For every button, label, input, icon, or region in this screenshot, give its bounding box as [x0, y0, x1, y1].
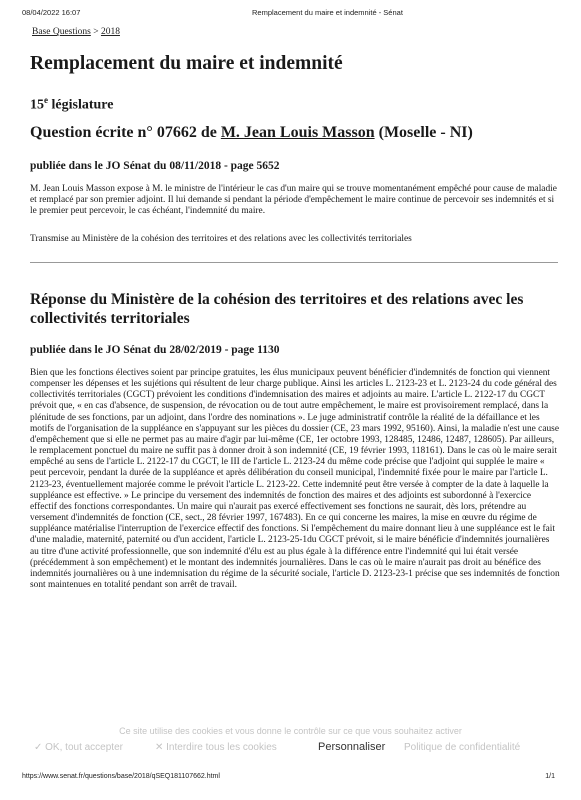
breadcrumb-year[interactable]: 2018 [100, 27, 120, 37]
breadcrumb-separator: > [90, 27, 101, 37]
breadcrumb-base-questions[interactable]: Base Questions [32, 27, 91, 37]
privacy-policy-link[interactable]: Politique de confidentialité [404, 742, 521, 753]
print-page-title: Remplacement du maire et indemnité - Sénat [252, 8, 403, 17]
legislature-label: législature [48, 97, 114, 113]
legislature-number: 15 [30, 97, 44, 113]
section-divider [30, 262, 558, 263]
legislature-suffix: e [44, 95, 48, 105]
author-link[interactable]: M. Jean Louis Masson [220, 124, 375, 141]
answer-text: Bien que les fonctions électives soient par principe gratuites, les élus municipaux peuvent bénéficier d'indemnités de fonction qui viennent compenser les dépenses et les sujétions qui résultent de leur charge publique. Ainsi les articles L. 2123-23 et L. 2123-24 du code général des collectivités territoriales (CGCT) prévoient les conditions d'indemnisation des maires et adjoints au maire. L'article L. 2122-17 du CGCT prévoit que, « en cas d'absence, de suspension, de révocation ou de tout autre empêchement, le maire est provisoirement remplacé, dans la plénitude de ses fonctions, par un adjoint, dans l'ordre des nominations ». Le juge administratif contrôle la réalité de la défaillance et les motifs de l'organisation de la suppléance en s'appuyant sur les pièces du dossier (CE, 23 mars 1992, 95160). Ainsi, la maladie n'est une cause d'empêchement que si elle ne permet pas au maire d'agir par lui-même (CE, 1er octobre 1993, 128485, 12486, 12487, 128605). Par ailleurs, le remplacement ponctuel du maire ne suffit pas à donner droit à son indemnité (CE, 19 février 1993, 118161). Dans le cas où le maire serait empêché au sens de l'article L. 2122-17 du CGCT, le III de l'article L. 2123-24 du même code précise que l'adjoint qui supplée le maire « peut percevoir, pendant la durée de la suppléance et après délibération du conseil municipal, l'indemnité fixée pour le maire par l'article L. 2123-23, éventuellement majorée comme le prévoit l'article L. 2123-22. Cette indemnité peut être versée à compter de la date à laquelle la suppléance est effective. » Le principe du versement des indemnités de fonction des maires et des adjoints est subordonné à l'exercice effectif des fonctions correspondantes. Un maire qui n'aurait pas exercé effectivement ses fonctions ne saurait, dès lors, prétendre au versement d'indemnités de fonction (CE, sect., 28 février 1997, 167483). En ce qui concerne les maires, la mise en œuvre du régime de suppléance matérialise l'interruption de l'exercice effectif des fonctions. Si l'empêchement du maire donnant lieu à une suppléance est le fait d'une maladie, maternité, paternité ou d'un accident, l'article L. 2123-25-1du CGCT prévoit, si le maire bénéficie d'indemnités journalières au titre d'une activité professionnelle, que son indemnité d'élu est au plus égale à la différence entre l'indemnité qui lui était versée (précédemment à son empêchement) et le montant des indemnités journalières. Dans le cas où le maire n'aurait pas droit au bénéfice des indemnités journalières ou à une indemnisation du régime de la sécurité sociale, l'article D. 2123-23-1 précise que ses indemnités de fonction sont maintenues en totalité pendant son arrêt de travail. [30, 368, 560, 590]
question-publication: publiée dans le JO Sénat du 08/11/2018 - page 5652 [30, 160, 280, 172]
print-header [22, 8, 559, 20]
customize-cookies-button[interactable]: Personnaliser [318, 741, 386, 753]
print-page-number: 1/1 [545, 773, 555, 780]
transmission-notice: Transmise au Ministère de la cohésion des territoires et des relations avec les collectivités territoriales [30, 234, 412, 244]
author-group: (Moselle - NI) [374, 124, 473, 141]
legislature-heading [30, 95, 113, 114]
page-title: Remplacement du maire et indemnité [30, 53, 343, 74]
cookie-banner [0, 726, 581, 762]
cookie-message: Ce site utilise des cookies et vous donne le contrôle sur ce que vous souhaitez activer [119, 726, 462, 736]
answer-publication: publiée dans le JO Sénat du 28/02/2019 - page 1130 [30, 344, 280, 356]
question-prefix: Question écrite n° 07662 de [30, 124, 221, 141]
question-text: M. Jean Louis Masson expose à M. le ministre de l'intérieur le cas d'un maire qui se trouve momentanément empêché pour cause de maladie et remplacé par son premier adjoint. Il lui demande si pendant la période d'empêchement le maire continue de percevoir ses indemnités et si le premier peut percevoir, le cas échéant, l'indemnité du maire. [30, 184, 557, 217]
accept-all-cookies-button[interactable]: ✓ OK, tout accepter [34, 742, 123, 753]
question-title [30, 124, 473, 142]
print-url: https://www.senat.fr/questions/base/2018/qSEQ181107662.html [22, 773, 220, 780]
answer-title: Réponse du Ministère de la cohésion des territoires et des relations avec les collectivités territoriales [30, 291, 524, 327]
deny-all-cookies-button[interactable]: ✕ Interdire tous les cookies [155, 742, 277, 753]
print-datetime: 08/04/2022 16:07 [22, 8, 81, 17]
breadcrumb [32, 27, 120, 37]
